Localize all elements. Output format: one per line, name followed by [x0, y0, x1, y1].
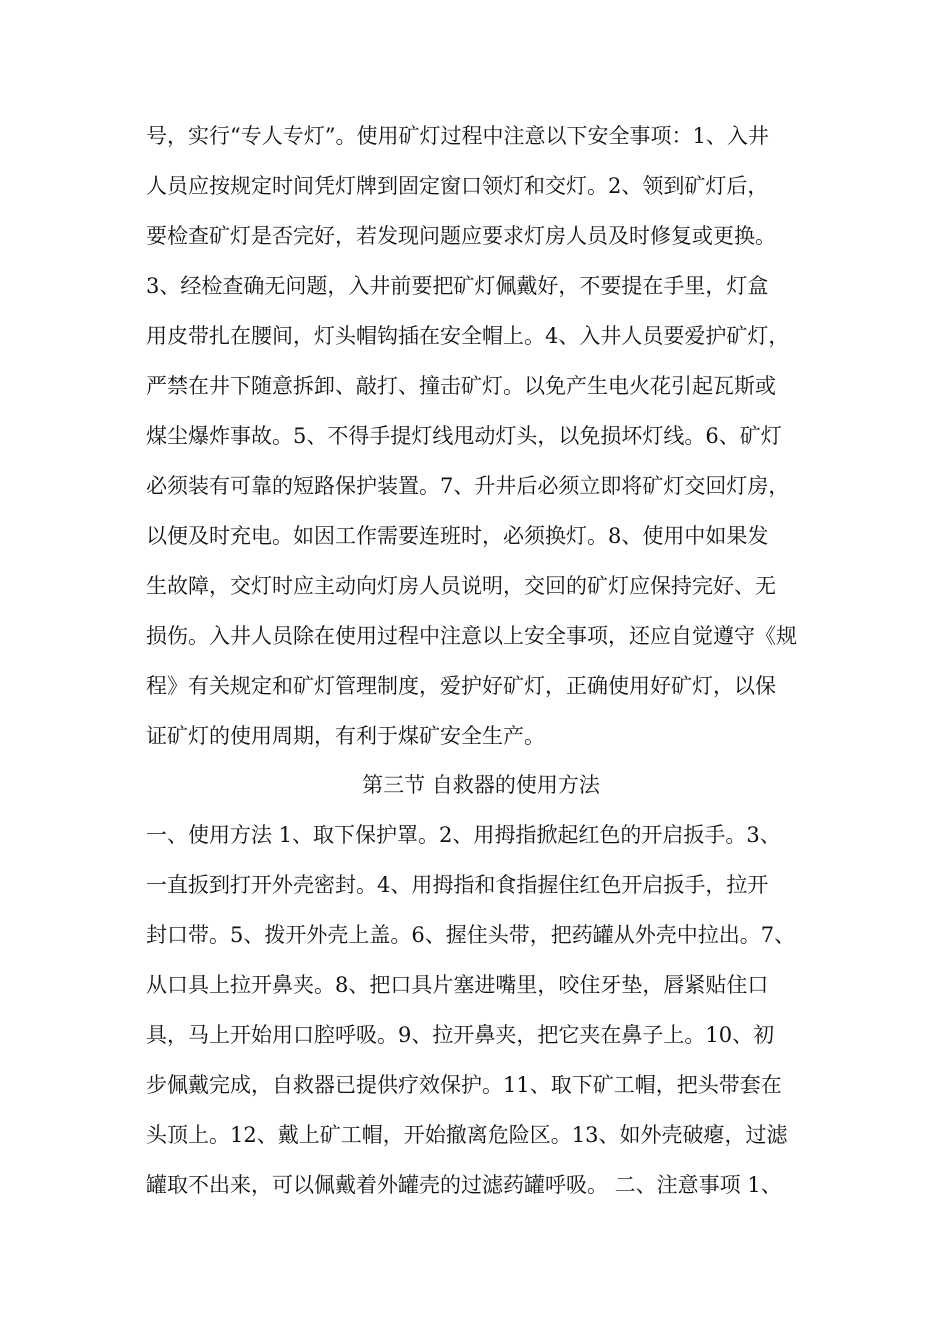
- paragraph-line: 封口带。5、拨开外壳上盖。6、握住头带，把药罐从外壳中拉出。7、: [146, 923, 796, 947]
- paragraph-line: 要检查矿灯是否完好，若发现问题应要求灯房人员及时修复或更换。: [146, 224, 776, 248]
- paragraph-line: 以便及时充电。如因工作需要连班时，必须换灯。8、使用中如果发: [146, 524, 769, 548]
- section-heading: 第三节 自救器的使用方法: [362, 773, 600, 797]
- paragraph-line: 头顶上。12、戴上矿工帽，开始撤离危险区。13、如外壳破瘪，过滤: [146, 1123, 788, 1147]
- paragraph-line: 步佩戴完成，自救器已提供疗效保护。11、取下矿工帽，把头带套在: [146, 1073, 782, 1097]
- paragraph-line: 罐取不出来，可以佩戴着外罐壳的过滤药罐呼吸。 二、注意事项 1、: [146, 1173, 782, 1197]
- paragraph-line: 严禁在井下随意拆卸、敲打、撞击矿灯。以免产生电火花引起瓦斯或: [146, 374, 776, 398]
- paragraph-line: 用皮带扎在腰间，灯头帽钩插在安全帽上。4、入井人员要爱护矿灯，: [146, 324, 790, 348]
- paragraph-line: 从口具上拉开鼻夹。8、把口具片塞进嘴里，咬住牙垫，唇紧贴住口: [146, 973, 769, 997]
- paragraph-line: 损伤。入井人员除在使用过程中注意以上安全事项，还应自觉遵守《规: [146, 624, 797, 648]
- paragraph-line: 一、使用方法 1、取下保护罩。2、用拇指掀起红色的开启扳手。3、: [146, 823, 781, 847]
- paragraph-line: 号，实行“专人专灯”。使用矿灯过程中注意以下安全事项：1、入井: [146, 124, 769, 148]
- paragraph-line: 人员应按规定时间凭灯牌到固定窗口领灯和交灯。2、领到矿灯后，: [146, 174, 769, 198]
- paragraph-line: 必须装有可靠的短路保护装置。7、升井后必须立即将矿灯交回灯房，: [146, 474, 790, 498]
- paragraph-line: 程》有关规定和矿灯管理制度，爱护好矿灯，正确使用好矿灯，以保: [146, 674, 776, 698]
- paragraph-line: 具，马上开始用口腔呼吸。9、拉开鼻夹，把它夹在鼻子上。10、初: [146, 1023, 775, 1047]
- paragraph-line: 证矿灯的使用周期，有利于煤矿安全生产。: [146, 724, 545, 748]
- paragraph-line: 生故障，交灯时应主动向灯房人员说明，交回的矿灯应保持完好、无: [146, 574, 776, 598]
- paragraph-line: 3、经检查确无问题，入井前要把矿灯佩戴好，不要提在手里，灯盒: [146, 274, 769, 298]
- paragraph-line: 煤尘爆炸事故。5、不得手提灯线甩动灯头，以免损坏灯线。6、矿灯: [146, 424, 782, 448]
- paragraph-line: 一直扳到打开外壳密封。4、用拇指和食指握住红色开启扳手，拉开: [146, 873, 769, 897]
